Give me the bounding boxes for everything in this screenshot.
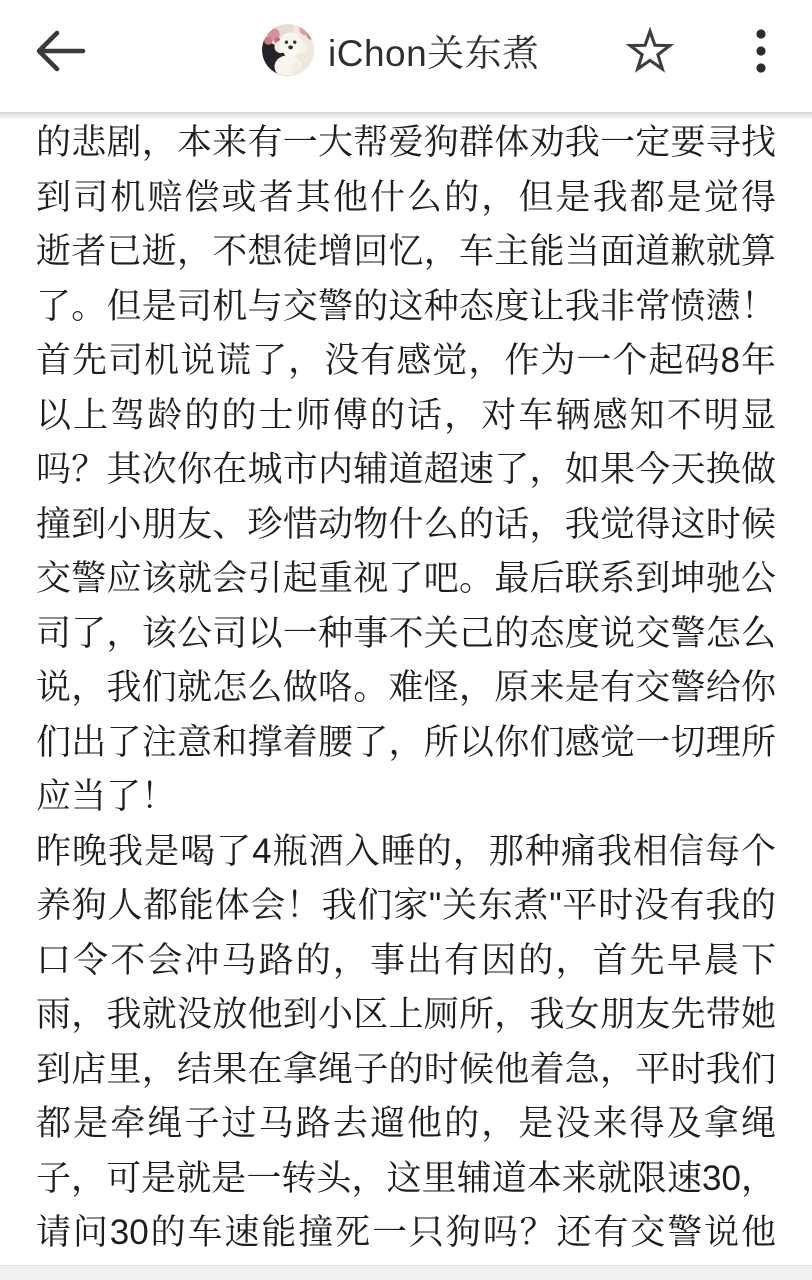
vertical-ellipsis-icon: [753, 26, 769, 79]
post-text-line: 的悲剧，本来有一大帮爱狗群体劝我一定要寻找: [36, 123, 776, 162]
post-text-line: 逝者已逝，不想徒增回忆，车主能当面道歉就算: [36, 232, 776, 271]
bottom-divider: [0, 1265, 812, 1280]
post-text-line: 昨晚我是喝了4瓶酒入睡的，那种痛我相信每个: [36, 831, 776, 871]
post-text-line: 口令不会冲马路的，事出有因的，首先早晨下: [36, 940, 776, 980]
post-text-line: 请问30的车速能撞死一只狗吗？还有交警说他: [36, 1213, 776, 1252]
post-text-line: 司了，该公司以一种事不关己的态度说交警怎么: [36, 613, 776, 653]
post-text-line: 到司机赔偿或者其他什么的，但是我都是觉得: [36, 177, 776, 217]
post-content[interactable]: [0, 112, 812, 1261]
star-button[interactable]: [620, 24, 680, 80]
back-button[interactable]: [30, 26, 92, 78]
post-text-line: 了。但是司机与交警的这种态度让我非常愤懑！: [36, 286, 776, 326]
avatar[interactable]: [262, 24, 314, 76]
post-text-line: 养狗人都能体会！我们家"关东煮"平时没有我的: [36, 886, 776, 925]
post-text-line: 撞到小朋友、珍惜动物什么的话，我觉得这时候: [36, 504, 776, 544]
arrow-left-icon: [33, 27, 89, 78]
post-text-line: 应当了！: [36, 777, 177, 816]
post-text-line: 到店里，结果在拿绳子的时候他着急，平时我们: [36, 1049, 776, 1089]
post-text-line: 以上驾龄的的士师傅的话，对车辆感知不明显: [36, 395, 776, 435]
overflow-menu-button[interactable]: [736, 24, 786, 80]
star-outline-icon: [625, 26, 675, 79]
post-text-line: 说，我们就怎么做咯。难怪，原来是有交警给你: [36, 668, 776, 707]
dog-avatar-image: [262, 63, 314, 76]
title-group: [262, 14, 540, 86]
post-text-line: 们出了注意和撑着腰了，所以你们感觉一切理所: [36, 722, 776, 762]
toolbar-shadow: [0, 112, 812, 120]
toolbar: [0, 0, 812, 112]
post-text-line: 子，可是就是一转头，这里辅道本来就限速30，: [36, 1158, 776, 1198]
page-title: iChon关东煮: [328, 33, 540, 74]
post-text-line: 首先司机说谎了，没有感觉，作为一个起码8年: [36, 341, 776, 380]
post-text-line: 雨，我就没放他到小区上厕所，我女朋友先带她: [36, 995, 776, 1034]
post-text-line: 吗？其次你在城市内辅道超速了，如果今天换做: [36, 450, 776, 489]
post-text-line: 交警应该就会引起重视了吧。最后联系到坤驰公: [36, 559, 776, 598]
post-text-line: 都是牵绳子过马路去遛他的，是没来得及拿绳: [36, 1104, 776, 1143]
